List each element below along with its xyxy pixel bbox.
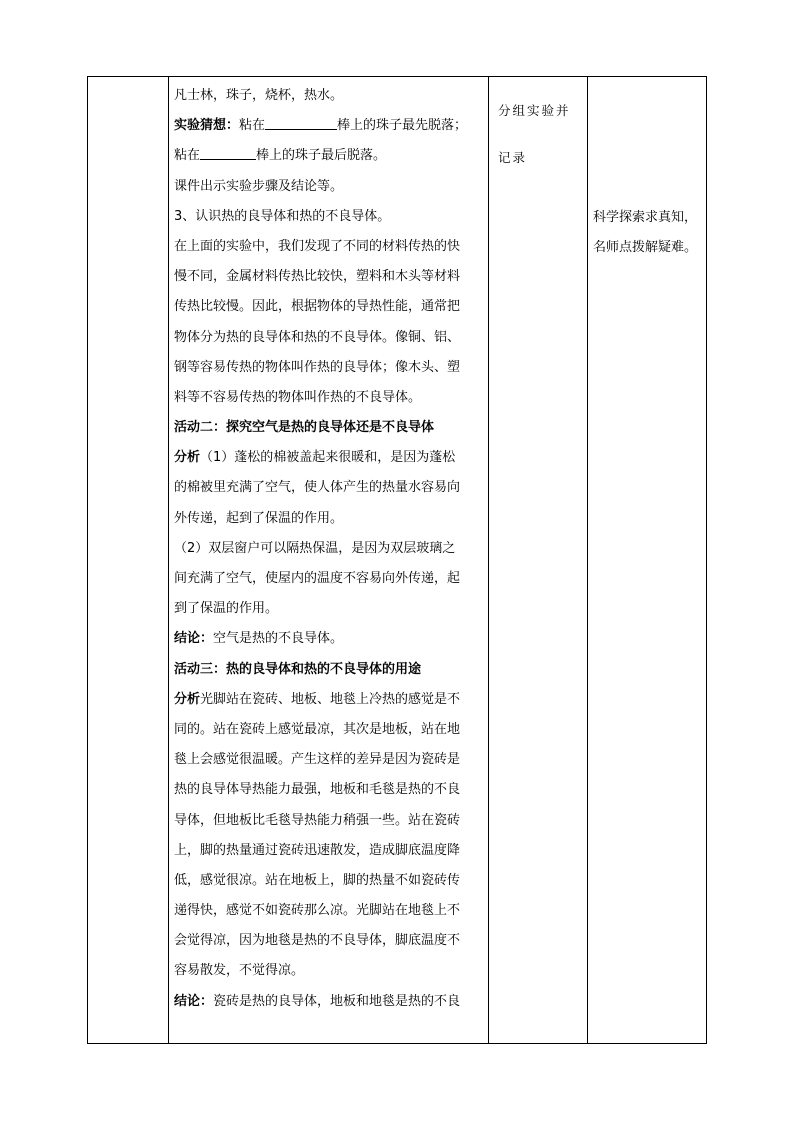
activity-text: 分组实验并 xyxy=(498,103,571,118)
intent-text: 科学探索求真知， xyxy=(593,210,698,225)
conclusion-line: 结论：瓷砖是热的良导体，地板和地毯是热的不良 xyxy=(174,993,461,1009)
text-line: 容易散发，不觉得凉。 xyxy=(174,963,305,979)
activity-text: 记录 xyxy=(498,150,528,165)
text-line: 毯上会感觉很温暖。产生这样的差异是因为瓷砖是 xyxy=(174,752,461,768)
text-line: 会觉得凉，因为地毯是热的不良导体，脚底温度不 xyxy=(174,933,461,949)
analysis-line: 分析（1）蓬松的棉被盖起来很暖和，是因为蓬松 xyxy=(174,450,456,466)
text-line: 到了保温的作用。 xyxy=(174,601,279,617)
hypothesis-label: 实验猜想： xyxy=(174,118,240,134)
column-divider xyxy=(488,77,489,1043)
text-line: 课件出示实验步骤及结论等。 xyxy=(174,178,344,194)
text-line: 钢等容易传热的物体叫作热的良导体；像木头、塑 xyxy=(174,359,461,375)
column-divider xyxy=(168,77,169,1043)
text-line: 传热比较慢。因此，根据物体的导热性能，通常把 xyxy=(174,299,461,315)
fill-blank xyxy=(200,145,256,160)
text-line: 热的良导体导热能力最强，地板和毛毯是热的不良 xyxy=(174,782,461,798)
text-line: 上，脚的热量通过瓷砖迅速散发，造成脚底温度降 xyxy=(174,842,461,858)
analysis-label: 分析 xyxy=(174,691,201,707)
text-line: 低，感觉很凉。站在地板上，脚的热量不如瓷砖传 xyxy=(174,872,461,888)
analysis-label: 分析 xyxy=(174,450,201,466)
design-intent-cell xyxy=(593,203,708,263)
text-line: 物体分为热的良导体和热的不良导体。像铜、铝、 xyxy=(174,329,461,345)
text-line: 递得快，感觉不如瓷砖那么凉。光脚站在地毯上不 xyxy=(174,903,461,919)
text-line: 料等不容易传热的物体叫作热的不良导体。 xyxy=(174,389,422,405)
text-line: 间充满了空气，使屋内的温度不容易向外传递，起 xyxy=(174,571,461,586)
lesson-table xyxy=(87,76,707,1044)
section-heading: 3、认识热的良导体和热的不良导体。 xyxy=(174,208,391,224)
fill-blank xyxy=(265,115,337,130)
text-line: （2）双层窗户可以隔热保温，是因为双层玻璃之 xyxy=(174,540,456,556)
materials-line: 凡士林，珠子，烧杯，热水。 xyxy=(174,88,344,103)
intent-text: 名师点拨解疑难。 xyxy=(593,240,698,255)
activity-three-heading: 活动三：热的良导体和热的不良导体的用途 xyxy=(174,661,422,677)
hypothesis-line-1: 实验猜想：粘在 棒上的珠子最先脱落； xyxy=(174,111,486,141)
conclusion-label: 结论： xyxy=(174,993,214,1009)
text-line: 外传递，起到了保温的作用。 xyxy=(174,510,344,526)
text-line: 慢不同，金属材料传热比较快，塑料和木头等材料 xyxy=(174,269,461,285)
text-line: 在上面的实验中，我们发现了不同的材料传热的快 xyxy=(174,238,461,254)
text-line: 的棉被里充满了空气，使人体产生的热量水容易向 xyxy=(174,480,461,496)
conclusion-line: 结论：空气是热的不良导体。 xyxy=(174,631,344,647)
column-divider xyxy=(587,77,588,1043)
activity-two-heading: 活动二：探究空气是热的良导体还是不良导体 xyxy=(174,420,435,436)
conclusion-label: 结论： xyxy=(174,631,214,647)
hypothesis-line-2: 粘在 棒上的珠子最后脱落。 xyxy=(174,141,486,171)
text-line: 同的。站在瓷砖上感觉最凉，其次是地板，站在地 xyxy=(174,721,461,737)
student-activity-cell xyxy=(498,87,583,181)
text-line: 导体，但地板比毛毯导热能力稍强一些。站在瓷砖 xyxy=(174,812,461,828)
analysis-line: 分析光脚站在瓷砖、地板、地毯上冷热的感觉是不 xyxy=(174,691,461,707)
teaching-process-cell xyxy=(174,81,486,1017)
